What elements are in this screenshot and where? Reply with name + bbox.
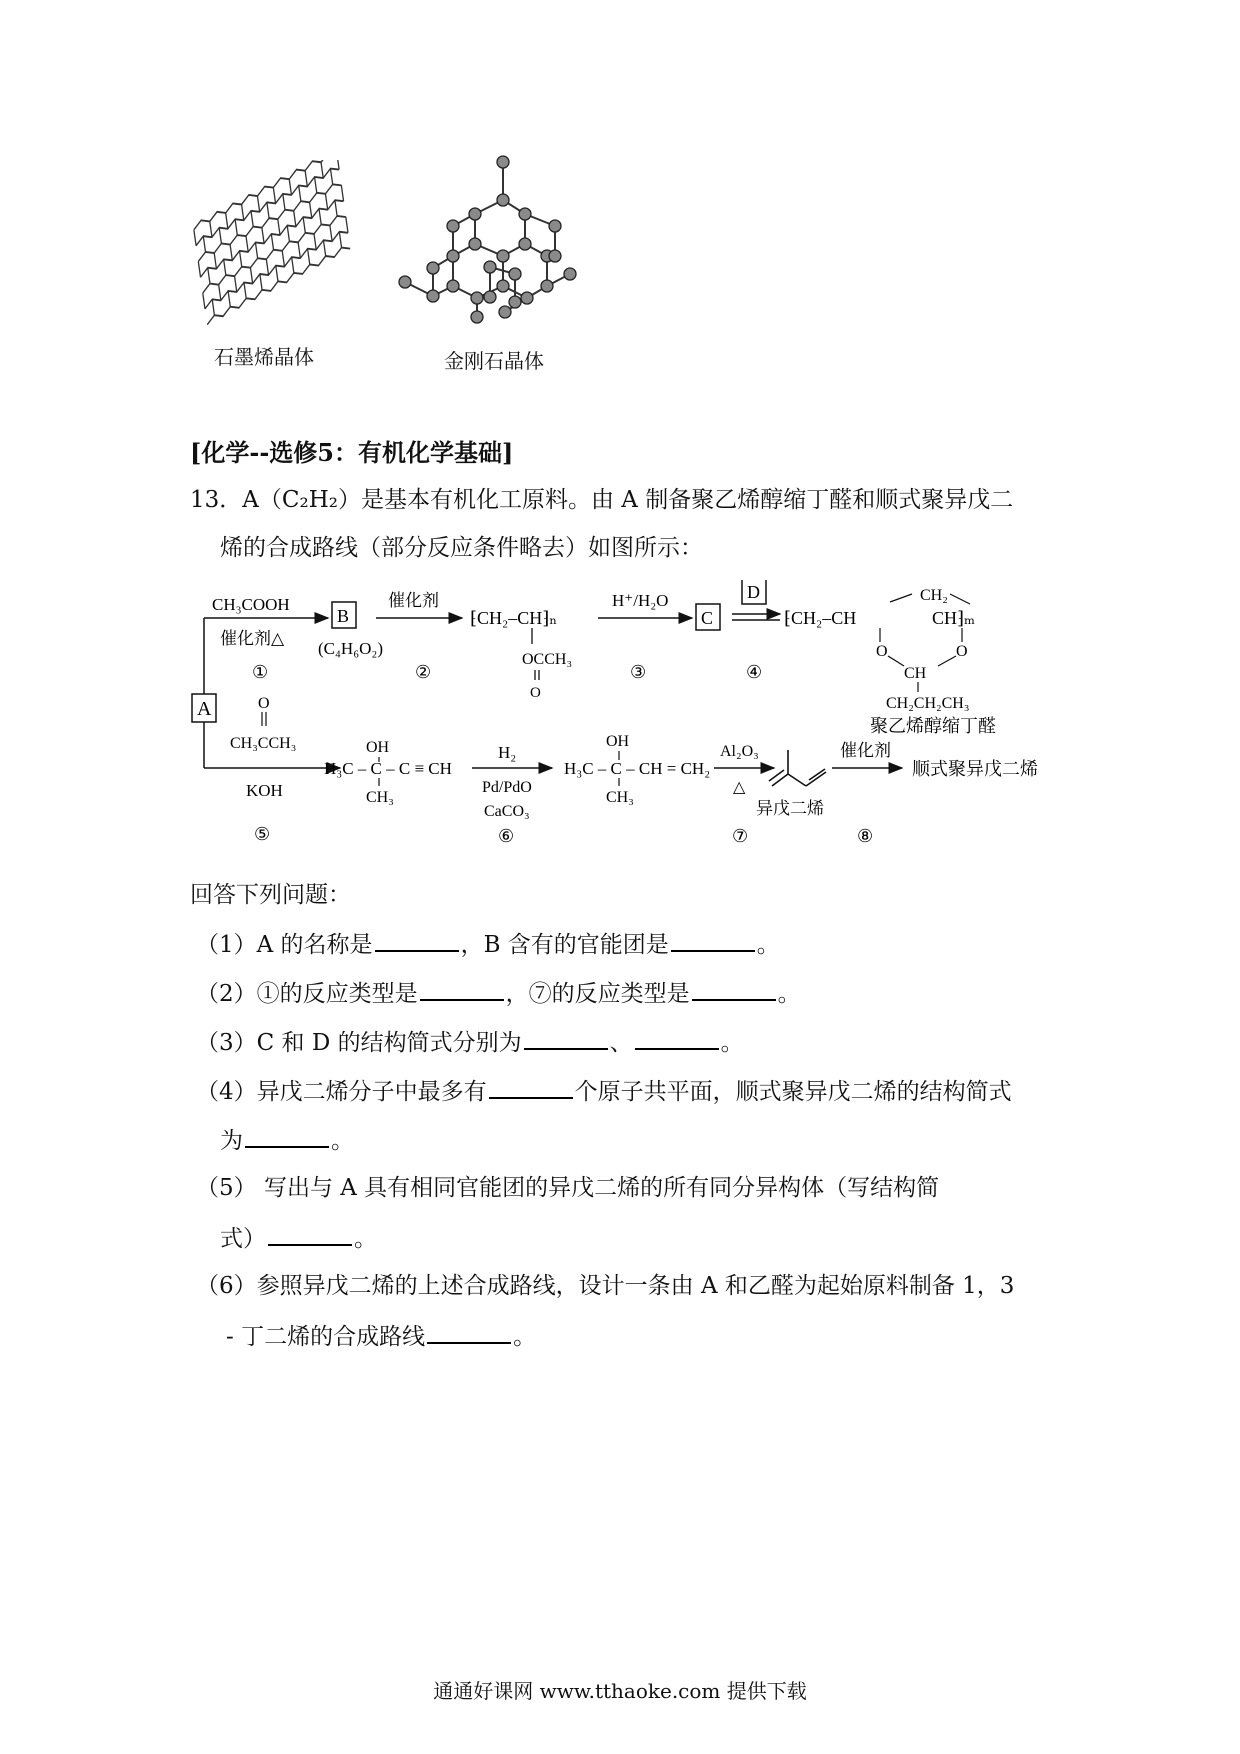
graphene-figure bbox=[175, 160, 385, 325]
isoprene-label: 异戊二烯 bbox=[756, 799, 824, 819]
q4-text-d: 。 bbox=[331, 1128, 354, 1154]
pvb-o-right: O bbox=[956, 643, 968, 660]
answer-blank-3b[interactable] bbox=[635, 1026, 719, 1050]
step-7-marker: ⑦ bbox=[732, 826, 749, 847]
q1-text-c: 。 bbox=[756, 932, 780, 958]
reagent-6-top: H₂ bbox=[498, 743, 517, 762]
q3-text-c: 。 bbox=[720, 1030, 744, 1056]
reagent-2: 催化剂 bbox=[388, 591, 439, 611]
answer-blank-6[interactable] bbox=[427, 1320, 511, 1344]
alkyne-chain: H₃C ‒ C ‒ C ≡ CH bbox=[324, 759, 452, 778]
pvb-chain-right: CH⁆ₘ bbox=[932, 608, 976, 628]
diamond-figure bbox=[395, 152, 595, 327]
q2-text-a: （2）①的反应类型是 bbox=[196, 981, 418, 1007]
graphene-label: 石墨烯晶体 bbox=[214, 345, 314, 369]
question-intro-line1: 13．A（C₂H₂）是基本有机化工原料。由 A 制备聚乙烯醇缩丁醛和顺式聚异戊二 bbox=[190, 487, 1014, 513]
q6-text-b: - 丁二烯的合成路线 bbox=[226, 1324, 426, 1350]
answer-blank-4b[interactable] bbox=[245, 1124, 329, 1148]
reagent-7-bottom: △ bbox=[733, 779, 746, 796]
answer-blank-4a[interactable] bbox=[489, 1075, 573, 1099]
final-product: 顺式聚异戊二烯 bbox=[912, 759, 1038, 780]
step-2-marker: ② bbox=[415, 662, 432, 683]
q5-text-c: 。 bbox=[354, 1226, 377, 1252]
reagent-5-top: CH₃CCH₃ bbox=[230, 735, 297, 752]
reagent-1-top: CH₃COOH bbox=[212, 595, 290, 614]
subquestion-5-cont bbox=[220, 1222, 377, 1254]
q3-text-a: （3）C 和 D 的结构简式分别为 bbox=[196, 1030, 522, 1056]
alkyne-ch3: CH₃ bbox=[366, 789, 394, 806]
step-6-marker: ⑥ bbox=[498, 826, 515, 847]
pvb-propyl: CH₂CH₂CH₃ bbox=[886, 695, 970, 712]
polymer-1-o: O bbox=[530, 685, 541, 701]
b-formula: (C₄H₆O₂) bbox=[318, 639, 383, 658]
step-3-marker: ③ bbox=[630, 662, 647, 683]
subquestion-2 bbox=[196, 977, 801, 1009]
question-intro-line2: 烯的合成路线（部分反应条件略去）如图所示： bbox=[220, 535, 703, 561]
q5-text-b: 式） bbox=[220, 1226, 266, 1252]
pvb-label: 聚乙烯醇缩丁醛 bbox=[870, 716, 996, 737]
section-title: [化学--选修5：有机化学基础] bbox=[190, 438, 514, 467]
reagent-6-mid: Pd/PdO bbox=[482, 779, 532, 796]
answer-blank-3a[interactable] bbox=[524, 1026, 608, 1050]
alkene-ch3: CH₃ bbox=[606, 789, 634, 806]
subquestion-4-cont bbox=[220, 1124, 354, 1156]
step-5-marker: ⑤ bbox=[254, 824, 271, 845]
q5-text-a: （5） 写出与 A 具有相同官能团的异戊二烯的所有同分异构体（写结构简 bbox=[196, 1175, 940, 1201]
subquestion-4 bbox=[196, 1075, 1012, 1107]
q4-text-a: （4）异戊二烯分子中最多有 bbox=[196, 1079, 487, 1105]
pvb-ch: CH bbox=[904, 665, 927, 682]
pvb-ch2-top: CH₂ bbox=[920, 587, 948, 604]
q2-text-c: 。 bbox=[777, 981, 801, 1007]
answer-blank-2b[interactable] bbox=[692, 977, 776, 1001]
answer-blank-5[interactable] bbox=[268, 1222, 352, 1246]
q4-text-c: 为 bbox=[220, 1128, 243, 1154]
pvb-chain-left: ⁅CH₂‒CH bbox=[784, 608, 857, 628]
box-d-label: D bbox=[747, 582, 760, 602]
q3-text-b: 、 bbox=[609, 1030, 633, 1056]
reagent-1-bottom: 催化剂△ bbox=[220, 629, 285, 649]
subquestion-6-cont bbox=[226, 1320, 536, 1352]
q1-text-b: ，B 含有的官能团是 bbox=[460, 932, 669, 958]
reagent-3: H⁺/H₂O bbox=[612, 591, 669, 610]
subquestion-6 bbox=[196, 1271, 1014, 1301]
polymer-1: ⁅CH₂‒CH⁆ₙ bbox=[470, 608, 558, 628]
step-8-marker: ⑧ bbox=[857, 826, 874, 847]
graphene-lattice-image bbox=[175, 160, 385, 325]
step-4-marker: ④ bbox=[746, 662, 763, 683]
step-1-marker: ① bbox=[252, 662, 269, 683]
q4-text-b: 个原子共平面，顺式聚异戊二烯的结构简式 bbox=[574, 1079, 1012, 1105]
box-b-label: B bbox=[337, 606, 350, 626]
answer-blank-1a[interactable] bbox=[375, 928, 459, 952]
answer-blank-2a[interactable] bbox=[420, 977, 504, 1001]
diamond-lattice-image bbox=[395, 152, 595, 327]
alkyne-oh: OH bbox=[366, 739, 390, 756]
answer-prompt: 回答下列问题： bbox=[190, 882, 351, 908]
diamond-label: 金刚石晶体 bbox=[444, 349, 544, 373]
box-c-label: C bbox=[701, 608, 714, 628]
q1-text-a: （1）A 的名称是 bbox=[196, 932, 373, 958]
subquestion-1 bbox=[196, 928, 780, 960]
page-footer: 通通好课网 www.tthaoke.com 提供下载 bbox=[433, 1679, 807, 1703]
reagent-6-bottom: CaCO₃ bbox=[484, 803, 530, 820]
pvb-o-left: O bbox=[876, 643, 888, 660]
synthesis-scheme bbox=[180, 580, 1170, 860]
q6-text-a: （6）参照异戊二烯的上述合成路线，设计一条由 A 和乙醛为起始原料制备 1，3 bbox=[196, 1273, 1015, 1299]
subquestion-3 bbox=[196, 1026, 744, 1058]
q6-text-c: 。 bbox=[513, 1324, 537, 1350]
box-a-label: A bbox=[197, 698, 212, 720]
q2-text-b: ，⑦的反应类型是 bbox=[505, 981, 690, 1007]
polymer-1-sub: OCCH₃ bbox=[522, 651, 573, 668]
alkene-oh: OH bbox=[606, 733, 630, 750]
alkene-chain: H₃C ‒ C ‒ CH = CH₂ bbox=[564, 759, 711, 778]
reagent-8: 催化剂 bbox=[840, 741, 891, 761]
reagent-5-bottom: KOH bbox=[246, 781, 283, 800]
reagent-5-o: O bbox=[258, 695, 270, 712]
isoprene-structure bbox=[769, 750, 826, 786]
answer-blank-1b[interactable] bbox=[671, 928, 755, 952]
reagent-7-top: Al₂O₃ bbox=[720, 743, 759, 760]
subquestion-5 bbox=[196, 1173, 939, 1203]
